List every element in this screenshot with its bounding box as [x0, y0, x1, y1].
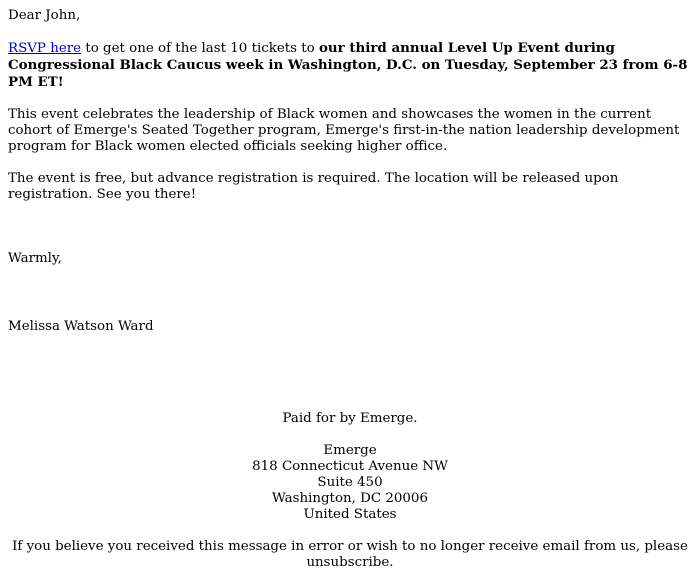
footer [8, 411, 692, 571]
event-details: our third annual Level Up Event during Congressional Black Caucus week in Washington, D.C. on Tuesday, September 23 from 6-8 PM ET! [8, 40, 688, 90]
address-suite: Suite 450 [317, 475, 383, 490]
email-body [8, 8, 688, 571]
description-paragraph: This event celebrates the leadership of Black women and showcases the women in the current cohort of Emerge's Seated Together program, Emerge's first-in-the nation leadership development program for Black women elected officials seeking higher office. [8, 107, 680, 154]
address-city: Washington, DC 20006 [272, 491, 428, 506]
paid-for-disclaimer: Paid for by Emerge. [282, 411, 418, 426]
signature: Melissa Watson Ward [8, 319, 154, 334]
rsvp-link[interactable]: RSVP here [8, 41, 82, 56]
address-country: United States [303, 507, 397, 522]
greeting: Dear John, [8, 8, 81, 23]
intro-paragraph [8, 40, 688, 91]
unsubscribe-notice: If you believe you received this message in error or wish to no longer receive email from us, please unsubscribe. [12, 539, 688, 570]
address-org: Emerge [323, 443, 377, 458]
registration-paragraph: The event is free, but advance registration is required. The location will be released upon registration. See you there! [8, 171, 619, 202]
intro-text: to get one of the last 10 tickets to [81, 41, 319, 56]
address-street: 818 Connecticut Avenue NW [252, 459, 448, 474]
mailing-address [8, 443, 692, 523]
closing: Warmly, [8, 251, 63, 266]
